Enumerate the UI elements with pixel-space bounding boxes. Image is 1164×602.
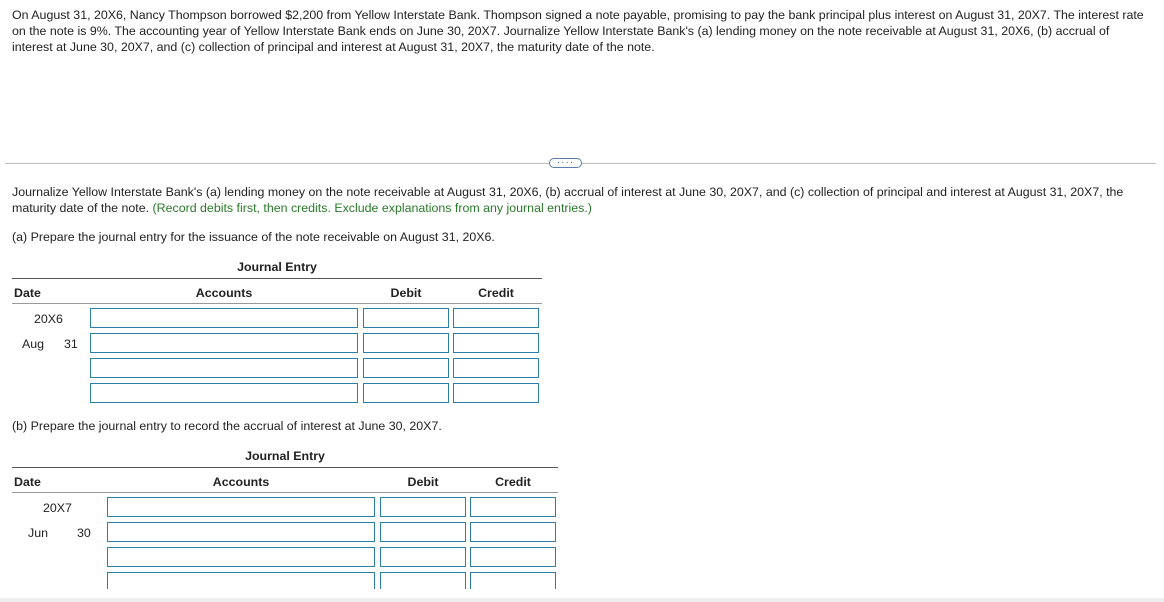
part-a-month: Aug	[22, 337, 45, 351]
instructions-text: Journalize Yellow Interstate Bank's (a) lending money on the note receivable at August 31, 20X6, (b) accrual of interest at June 30, 20X7, and (c) collection of principal and interest at August 31, 20X7, the maturity date of the note.	[12, 185, 1124, 215]
part-a-row1-account-input[interactable]	[90, 308, 358, 328]
part-a-row4-debit-input[interactable]	[363, 383, 449, 403]
instructions	[12, 184, 1147, 216]
part-a-row3-credit-input[interactable]	[453, 358, 539, 378]
part-a-row4-account-input[interactable]	[90, 383, 358, 403]
part-b-day: 30	[77, 526, 91, 540]
part-b-header-rule	[12, 492, 558, 493]
part-b-row1-credit-input[interactable]	[470, 497, 556, 517]
part-a-row2-credit-input[interactable]	[453, 333, 539, 353]
expand-button[interactable]: ····	[549, 158, 582, 168]
part-a-row3-debit-input[interactable]	[363, 358, 449, 378]
part-b-header-debit: Debit	[407, 475, 439, 489]
part-b-row2-credit-input[interactable]	[470, 522, 556, 542]
part-b-header-accounts: Accounts	[212, 475, 270, 489]
part-a-day: 31	[64, 337, 78, 351]
problem-statement: On August 31, 20X6, Nancy Thompson borrowed $2,200 from Yellow Interstate Bank. Thompson signed a note payable, promising to pay the bank principal plus interest on August 31, 20X7. The interest rate on the note is 9%. The accounting year of Yellow Interstate Bank ends on June 30, 20X7. Journalize Yellow Interstate Bank's (a) lending money on the note receivable at August 31, 20X6, (b) accrual of interest at June 30, 20X7, and (c) collection of principal and interest at August 31, 20X7, the maturity date of the note.	[12, 8, 1144, 54]
part-a-header-rule	[12, 303, 542, 304]
part-a-title-rule	[12, 278, 542, 279]
part-b-row4-credit-input[interactable]	[470, 572, 556, 589]
part-a-row4-credit-input[interactable]	[453, 383, 539, 403]
part-b-month: Jun	[28, 526, 48, 540]
part-b-header-credit: Credit	[495, 475, 531, 489]
part-b-question: (b) Prepare the journal entry to record the accrual of interest at June 30, 20X7.	[12, 419, 442, 433]
part-a-question: (a) Prepare the journal entry for the issuance of the note receivable on August 31, 20X6.	[12, 230, 495, 244]
part-a-row2-account-input[interactable]	[90, 333, 358, 353]
part-b-row2-debit-input[interactable]	[380, 522, 466, 542]
part-b-header-date: Date	[14, 475, 41, 489]
part-b-row1-account-input[interactable]	[107, 497, 375, 517]
instructions-note: (Record debits first, then credits. Exclude explanations from any journal entries.)	[152, 201, 592, 215]
bottom-bar	[0, 598, 1164, 602]
part-b-row4-account-input[interactable]	[107, 572, 375, 589]
part-b-row3-credit-input[interactable]	[470, 547, 556, 567]
part-b-row4-debit-input[interactable]	[380, 572, 466, 589]
part-a-header-debit: Debit	[390, 286, 422, 300]
part-b-title-rule	[12, 467, 558, 468]
part-b-row2-account-input[interactable]	[107, 522, 375, 542]
part-b-row3-debit-input[interactable]	[380, 547, 466, 567]
part-a-row1-debit-input[interactable]	[363, 308, 449, 328]
part-a-table-title: Journal Entry	[237, 260, 317, 274]
part-a-header-accounts: Accounts	[195, 286, 253, 300]
part-b-row1-debit-input[interactable]	[380, 497, 466, 517]
part-a-row1-credit-input[interactable]	[453, 308, 539, 328]
part-b-year: 20X7	[43, 501, 72, 515]
part-a-row3-account-input[interactable]	[90, 358, 358, 378]
part-a-header-date: Date	[14, 286, 41, 300]
part-a-year: 20X6	[34, 312, 63, 326]
part-b-table-title: Journal Entry	[245, 449, 325, 463]
part-a-row2-debit-input[interactable]	[363, 333, 449, 353]
part-a-header-credit: Credit	[478, 286, 514, 300]
part-b-row3-account-input[interactable]	[107, 547, 375, 567]
